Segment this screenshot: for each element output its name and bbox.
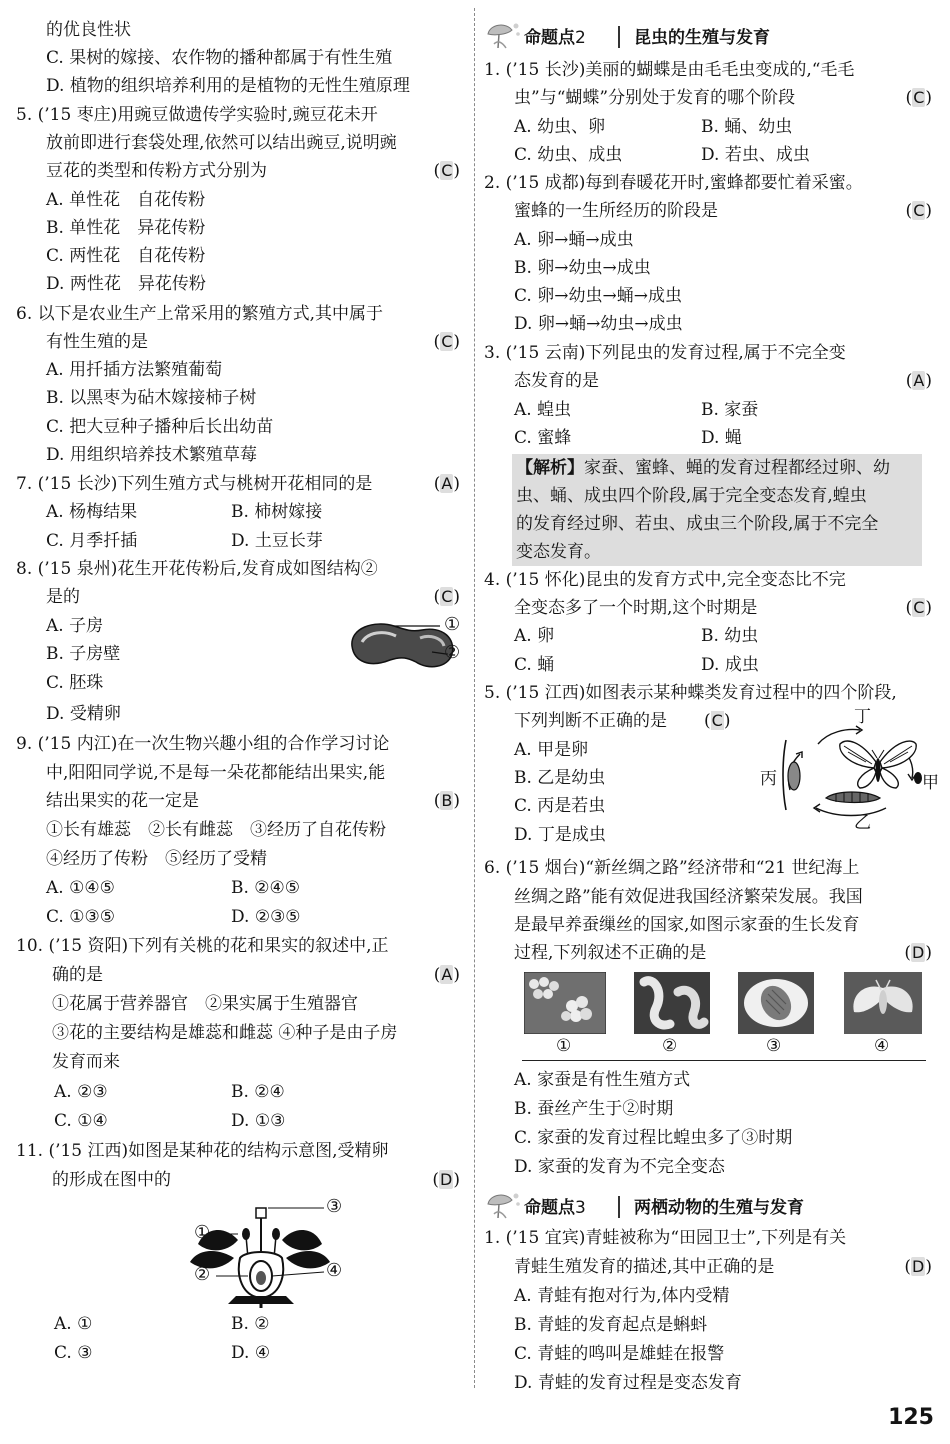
question-text: 青蛙生殖发育的描述,其中正确的是: [514, 1257, 775, 1277]
option: A. 卵: [514, 626, 555, 646]
option: A. 单性花 自花传粉: [46, 190, 206, 210]
answer-mark: (C): [433, 332, 460, 352]
column-divider: [474, 8, 475, 1388]
answer-mark: (B): [433, 791, 460, 811]
question-11-line: [16, 1166, 464, 1194]
option: D. 土豆长芽: [231, 531, 323, 551]
text-line: C. 果树的嫁接、农作物的播种都属于有性生殖: [46, 48, 393, 68]
question-3-line: [484, 367, 936, 395]
question-text: 是的: [46, 587, 80, 607]
photo-label: ②: [662, 1036, 678, 1056]
option: D. ④: [231, 1343, 271, 1363]
option: D. 若虫、成虫: [701, 145, 810, 165]
question-2-line: [484, 197, 936, 225]
mushroom-icon: [484, 1190, 522, 1222]
silkworm-moth-photo: [844, 972, 922, 1034]
option: A. 家蚕是有性生殖方式: [514, 1070, 691, 1090]
figure-label: 丁: [854, 707, 871, 727]
option-row: [484, 622, 936, 650]
analysis-box: [512, 454, 922, 566]
question-4-line: [484, 594, 936, 622]
answer-mark: (D): [904, 943, 932, 963]
question-4-line: 4. (’15 怀化)昆虫的发育方式中,完全变态比不完: [484, 570, 846, 590]
option: C. ③: [54, 1343, 93, 1363]
answer-mark: (A): [433, 474, 460, 494]
option: C. 幼虫、成虫: [514, 145, 623, 165]
question-text: 蜜蜂的一生所经历的阶段是: [514, 201, 718, 221]
page-number: 125: [888, 1405, 934, 1430]
option: B. 乙是幼虫: [514, 768, 606, 788]
option: C. 丙是若虫: [514, 796, 606, 816]
option: C. ①③⑤: [46, 907, 115, 927]
option: C. 蛹: [514, 655, 555, 675]
section-title: 两栖动物的生殖与发育: [634, 1198, 804, 1218]
question-5-line: 5. (’15 枣庄)用豌豆做遗传学实验时,豌豆花未开: [16, 105, 378, 125]
option-row: [16, 1107, 464, 1135]
text-line: D. 植物的组织培养利用的是植物的无性生殖原理: [46, 76, 410, 96]
question-5-line: 放前即进行套袋处理,依然可以结出豌豆,说明豌: [46, 133, 397, 153]
question-6-line: [484, 939, 936, 967]
figure-label: ②: [194, 1264, 211, 1285]
option: B. ②: [231, 1314, 270, 1334]
option-row: [16, 874, 464, 902]
question-text: 7. (’15 长沙)下列生殖方式与桃树开花相同的是: [16, 474, 373, 494]
question-text: 豆花的类型和传粉方式分别为: [46, 161, 267, 181]
question-text: 全变态多了一个时期,这个时期是: [514, 598, 758, 618]
option: A. 幼虫、卵: [514, 117, 606, 137]
option: D. 家蚕的发育为不完全变态: [514, 1157, 725, 1177]
figure-label: 乙: [854, 813, 871, 833]
silkworm-pupa-photo: [738, 972, 814, 1034]
option: A. 甲是卵: [514, 740, 589, 760]
question-9-line: [16, 787, 464, 815]
photo-label: ①: [556, 1036, 572, 1056]
section-tag: 命题点2: [524, 28, 586, 48]
question-9-line: 9. (’15 内江)在一次生物兴趣小组的合作学习讨论: [16, 734, 390, 754]
option: B. 蛹、幼虫: [701, 117, 793, 137]
photo-label: ④: [874, 1036, 890, 1056]
question-5-line: 5. (’15 江西)如图表示某种蝶类发育过程中的四个阶段,: [484, 683, 897, 703]
answer-mark: (A): [905, 371, 932, 391]
option: C. 两性花 自花传粉: [46, 246, 206, 266]
question-1-line: 1. (’15 宜宾)青蛙被称为“田园卫士”,下列是有关: [484, 1228, 847, 1248]
option: B. 卵→幼虫→成虫: [514, 258, 651, 278]
silkworm-photo-strip: [522, 970, 926, 1061]
figure-label: ④: [326, 1260, 343, 1281]
option: C. 卵→幼虫→蛹→成虫: [514, 286, 682, 306]
option: D. 卵→蛹→幼虫→成虫: [514, 314, 683, 334]
option: A. 青蛙有抱对行为,体内受精: [514, 1286, 730, 1306]
flower-structure-figure: [176, 1196, 346, 1308]
text-line: 的优良性状: [46, 20, 131, 40]
option: B. 蚕丝产生于②时期: [514, 1099, 674, 1119]
option: C. ①④: [54, 1111, 108, 1131]
silkworm-larvae-photo: [634, 972, 710, 1034]
option: B. 以黑枣为砧木嫁接柿子树: [46, 388, 257, 408]
section-divider: [618, 1196, 620, 1218]
analysis-line: [516, 454, 918, 482]
question-10-line: 10. (’15 资阳)下列有关桃的花和果实的叙述中,正: [16, 936, 389, 956]
figure-label: ①: [444, 614, 461, 635]
question-text: 确的是: [52, 965, 103, 985]
option-row: [484, 651, 936, 679]
option: D. 受精卵: [46, 704, 121, 724]
question-6-line: [16, 328, 464, 356]
section-divider: [618, 26, 620, 48]
statement-line: ①长有雄蕊 ②长有雌蕊 ③经历了自花传粉: [46, 820, 386, 840]
answer-mark: (C): [905, 598, 932, 618]
section-title: 昆虫的生殖与发育: [634, 28, 770, 48]
section-tag: 命题点3: [524, 1198, 586, 1218]
option: D. 两性花 异花传粉: [46, 274, 206, 294]
question-2-line: 2. (’15 成都)每到春暖花开时,蜜蜂都要忙着采蜜。: [484, 173, 863, 193]
option: D. 成虫: [701, 655, 759, 675]
question-6-line: 6. (’15 烟台)“新丝绸之路”经济带和“21 世纪海上: [484, 858, 860, 878]
option: C. 月季扦插: [46, 531, 138, 551]
question-3-line: 3. (’15 云南)下列昆虫的发育过程,属于不完全变: [484, 343, 846, 363]
question-9-line: 中,阳阳同学说,不是每一朵花都能结出果实,能: [46, 763, 386, 783]
butterfly-lifecycle-figure: [756, 710, 936, 828]
option: C. 胚珠: [46, 673, 104, 693]
answer-mark: (C): [704, 711, 731, 731]
statement-line: ③花的主要结构是雄蕊和雌蕊 ④种子是由子房: [52, 1023, 398, 1043]
option: C. 把大豆种子播种后长出幼苗: [46, 417, 274, 437]
option: A. 子房: [46, 616, 104, 636]
option: A. 杨梅结果: [46, 502, 138, 522]
question-5-line: [16, 157, 464, 185]
option: A. ①④⑤: [46, 878, 115, 898]
option: A. 用扦插方法繁殖葡萄: [46, 360, 223, 380]
option-row: [484, 424, 936, 452]
analysis-line: 的发育经过卵、若虫、成虫三个阶段,属于不完全: [516, 514, 879, 534]
option-row: [16, 1339, 464, 1367]
statement-line: ④经历了传粉 ⑤经历了受精: [46, 849, 267, 869]
question-7-line: [16, 470, 464, 498]
question-1-line: [484, 84, 936, 112]
option: D. 用组织培养技术繁殖草莓: [46, 445, 257, 465]
option: D. ②③⑤: [231, 907, 301, 927]
option: D. 蝇: [701, 428, 742, 448]
option: C. 青蛙的鸣叫是雄蛙在报警: [514, 1344, 725, 1364]
figure-label: ③: [326, 1196, 343, 1217]
option: B. ②④⑤: [231, 878, 301, 898]
answer-mark: (D): [432, 1170, 460, 1190]
option: B. ②④: [231, 1082, 285, 1102]
option: A. 卵→蛹→成虫: [514, 230, 634, 250]
figure-label: 丙: [760, 769, 777, 789]
question-6-line: 6. 以下是农业生产上常采用的繁殖方式,其中属于: [16, 304, 384, 324]
figure-label: 甲: [922, 773, 939, 793]
option: A. ②③: [54, 1082, 108, 1102]
question-6-line: 是最早养蚕缫丝的国家,如图示家蚕的生长发育: [514, 915, 860, 935]
question-11-line: 11. (’15 江西)如图是某种花的结构示意图,受精卵: [16, 1141, 389, 1161]
option-row: [16, 527, 464, 555]
option: A. ①: [54, 1314, 93, 1334]
answer-mark: (A): [433, 965, 460, 985]
question-1-line: 1. (’15 长沙)美丽的蝴蝶是由毛毛虫变成的,“毛毛: [484, 60, 855, 80]
question-text: 的形成在图中的: [52, 1170, 171, 1190]
question-text: 虫”与“蝴蝶”分别处于发育的哪个阶段: [514, 88, 796, 108]
analysis-line: 虫、蛹、成虫四个阶段,属于完全变态发育,蝗虫: [516, 486, 867, 506]
silkworm-eggs-photo: [524, 972, 606, 1034]
question-6-line: 丝绸之路”能有效促进我国经济繁荣发展。我国: [514, 887, 863, 907]
option-row: [484, 396, 936, 424]
option: D. 青蛙的发育过程是变态发育: [514, 1373, 742, 1393]
option: B. 子房壁: [46, 644, 121, 664]
option-row: [484, 141, 936, 169]
option: B. 幼虫: [701, 626, 759, 646]
question-text: 态发育的是: [514, 371, 599, 391]
question-1-line: [484, 1253, 936, 1281]
option-row: [16, 1310, 464, 1338]
question-text: 过程,下列叙述不正确的是: [514, 943, 707, 963]
question-text: 下列判断不正确的是: [514, 711, 667, 731]
question-text: 有性生殖的是: [46, 332, 148, 352]
answer-mark: (C): [905, 201, 932, 221]
answer-mark: (C): [433, 161, 460, 181]
answer-mark: (C): [433, 587, 460, 607]
option-row: [16, 498, 464, 526]
figure-label: ①: [194, 1222, 211, 1243]
mushroom-icon: [484, 20, 522, 52]
question-text: 结出果实的花一定是: [46, 791, 199, 811]
option: B. 柿树嫁接: [231, 502, 323, 522]
option: A. 蝗虫: [514, 400, 572, 420]
analysis-text: 家蚕、蜜蜂、蝇的发育过程都经过卵、幼: [584, 458, 890, 478]
answer-mark: (C): [905, 88, 932, 108]
question-8-line: 8. (’15 泉州)花生开花传粉后,发育成如图结构②: [16, 559, 378, 579]
option: C. 家蚕的发育过程比蝗虫多了③时期: [514, 1128, 793, 1148]
option: B. 青蛙的发育起点是蝌蚪: [514, 1315, 708, 1335]
analysis-label: 【解析】: [516, 458, 584, 478]
photo-label: ③: [766, 1036, 782, 1056]
statement-line: ①花属于营养器官 ②果实属于生殖器官: [52, 994, 358, 1014]
answer-mark: (D): [904, 1257, 932, 1277]
statement-line: 发育而来: [52, 1052, 120, 1072]
option: D. ①③: [231, 1111, 286, 1131]
option-row: [16, 903, 464, 931]
figure-label: ②: [444, 642, 461, 663]
analysis-line: 变态发育。: [516, 542, 601, 562]
option: B. 单性花 异花传粉: [46, 218, 206, 238]
option: C. 蜜蜂: [514, 428, 572, 448]
option: B. 家蚕: [701, 400, 759, 420]
option: D. 丁是成虫: [514, 825, 606, 845]
question-10-line: [16, 961, 464, 989]
section-header: [484, 1190, 936, 1222]
option-row: [16, 1078, 464, 1106]
option-row: [484, 113, 936, 141]
section-header: [484, 20, 936, 52]
